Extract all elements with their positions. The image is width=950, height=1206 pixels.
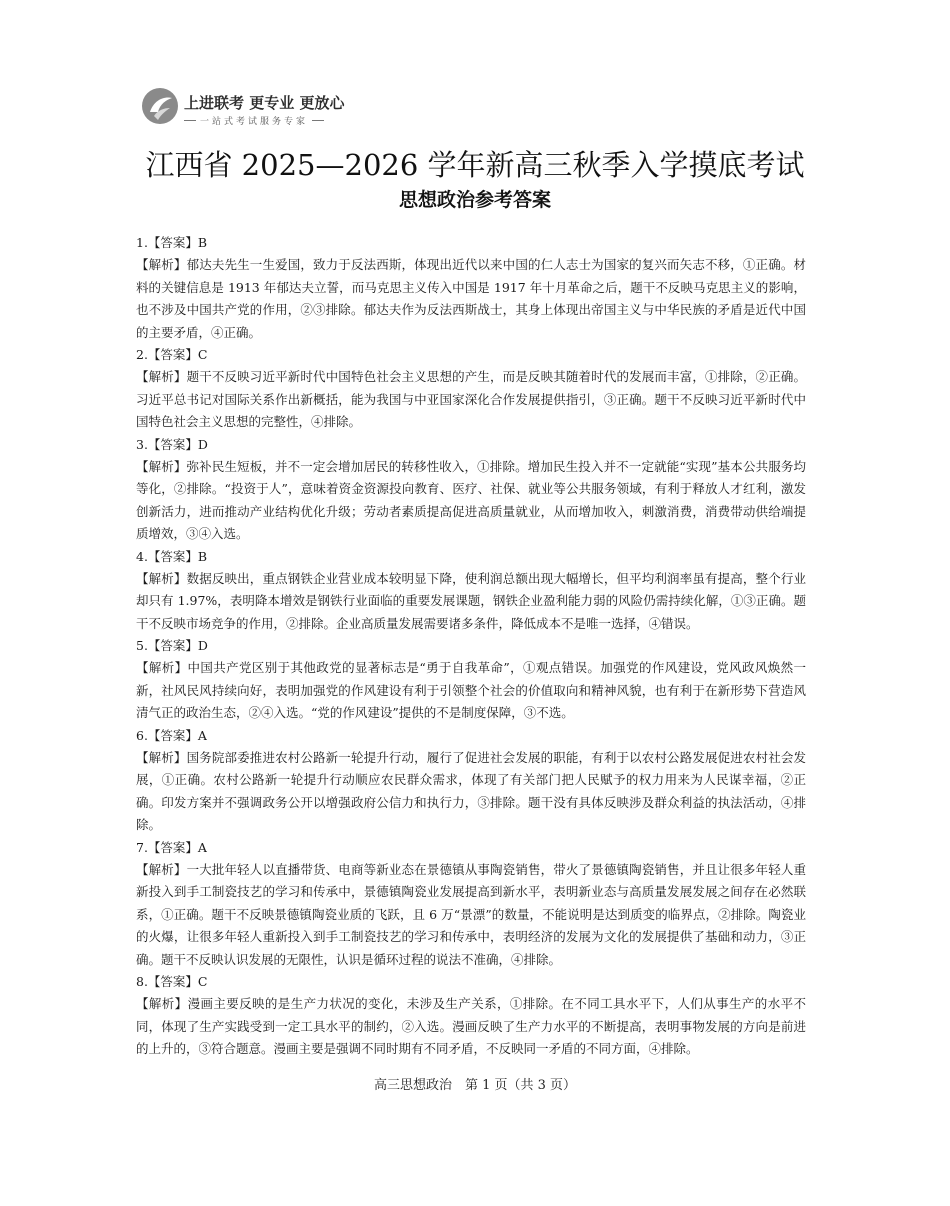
answer-line: 6.【答案】A bbox=[136, 727, 207, 743]
answer-line: 3.【答案】D bbox=[136, 436, 208, 452]
question-2 bbox=[136, 344, 806, 434]
question-3 bbox=[136, 434, 806, 546]
answer-line: 5.【答案】D bbox=[136, 638, 208, 653]
question-4 bbox=[136, 546, 806, 636]
explanation: 【解析】漫画主要反映的是生产力状况的变化，未涉及生产关系，①排除。在不同工具水平下，人们从事生产的水平不同，体现了生产实践受到一定工具水平的制约，②入选。漫画反映了生产力水平的不断提高，表明事物发展的方向是前进的上升的，③符合题意。漫画主要是强调不同时期有不同矛盾，不反映同一矛盾的不同方面，④排除。 bbox=[136, 996, 806, 1056]
brand-tagline: 一站式考试服务专家 bbox=[200, 114, 308, 127]
explanation: 【解析】数据反映出，重点钢铁企业营业成本较明显下降，使利润总额出现大幅增长，但平均利润率虽有提高，整个行业却只有 1.97%，表明降本增效是钢铁行业面临的重要发展课题，钢铁企业盈利能力弱的风险仍需持续化解，①③正确。题干不反映市场竞争的作用，②排除。企业高质量发展需要诸多条件，降低成本不是唯一选择，④错误。 bbox=[136, 570, 806, 631]
answer-list bbox=[136, 232, 806, 1061]
question-7 bbox=[136, 837, 806, 972]
explanation: 【解析】一大批年轻人以直播带货、电商等新业态在景德镇从事陶瓷销售，带火了景德镇陶瓷销售，并且让很多年轻人重新投入到手工制瓷技艺的学习和传承中，景德镇陶瓷业发展提高到新水平，表明新业态与高质量发展发展之间存在必然联系，①正确。题干不反映景德镇陶瓷业质的飞跃，且 6 万“景漂”的数量，不能说明是达到质变的临界点，②排除。陶瓷业的火爆，让很多年轻人重新投入到手工制瓷技艺的学习和传承中，表明经济的发展为文化的发展提供了基础和动力，③正确。题干不反映认识发展的无限性，认识是循环过程的说法不准确，④排除。 bbox=[136, 861, 806, 967]
answer-line: 1.【答案】B bbox=[136, 235, 208, 250]
answer-line: 7.【答案】A bbox=[136, 839, 207, 855]
explanation: 【解析】郁达夫先生一生爱国，致力于反法西斯，体现出近代以来中国的仁人志士为国家的复兴而矢志不移，①正确。材料的关键信息是 1913 年郁达夫立誓，而马克思主义传入中国是 1917 年十月革命之后，题干不反映马克思主义的影响，也不涉及中国共产党的作用，②③排除。郁达夫作为反法西斯战士，其身上体现出帝国主义与中华民族的矛盾是近代中国的主要矛盾，④正确。 bbox=[136, 257, 806, 340]
brand-slogan: 上进联考 更专业 更放心 bbox=[184, 94, 345, 112]
answer-line: 8.【答案】C bbox=[136, 974, 208, 989]
question-5 bbox=[136, 635, 806, 725]
page-subtitle: 思想政治参考答案 bbox=[398, 189, 551, 211]
answer-line: 4.【答案】B bbox=[136, 548, 208, 564]
page-title: 江西省 2025—2026 学年新高三秋季入学摸底考试 bbox=[145, 148, 805, 182]
explanation: 【解析】题干不反映习近平新时代中国特色社会主义思想的产生，而是反映其随着时代的发展而丰富，①排除，②正确。习近平总书记对国际关系作出新概括，能为我国与中亚国家深化合作发展提供指引，③正确。题干不反映习近平新时代中国特色社会主义思想的完整性，④排除。 bbox=[136, 369, 806, 429]
question-1 bbox=[136, 232, 806, 344]
question-8 bbox=[136, 971, 806, 1061]
question-6 bbox=[136, 725, 806, 837]
page-footer: 高三思想政治 第 1 页（共 3 页） bbox=[373, 1078, 577, 1093]
explanation: 【解析】国务院部委推进农村公路新一轮提升行动，履行了促进社会发展的职能，有利于以农村公路发展促进农村社会发展，①正确。农村公路新一轮提升行动顺应农民群众需求，体现了有关部门把人民赋予的权力用来为人民谋幸福，②正确。印发方案并不强调政务公开以增强政府公信力和执行力，③排除。题干没有具体反映涉及群众利益的执法活动，④排除。 bbox=[136, 749, 806, 832]
explanation: 【解析】中国共产党区别于其他政党的显著标志是“勇于自我革命”，①观点错误。加强党的作风建设，党风政风焕然一新，社风民风持续向好，表明加强党的作风建设有利于引领整个社会的价值取向和精神风貌，也有利于在新形势下营造风清气正的政治生态，②④入选。“党的作风建设”提供的不是制度保障，③不选。 bbox=[136, 660, 806, 720]
answer-line: 2.【答案】C bbox=[136, 347, 208, 362]
header-logo bbox=[140, 86, 360, 134]
brand-logo-icon bbox=[140, 86, 180, 126]
explanation: 【解析】弥补民生短板，并不一定会增加居民的转移性收入，①排除。增加民生投入并不一定就能“实现”基本公共服务均等化，②排除。“投资于人”，意味着资金资源投向教育、医疗、社保、就业等公共服务领域，有利于释放人才红利，激发创新活力，进而推动产业结构优化升级；劳动者素质提高促进高质量就业，从而增加收入，刺激消费，消费带动供给端提质增效，③④入选。 bbox=[136, 458, 806, 541]
